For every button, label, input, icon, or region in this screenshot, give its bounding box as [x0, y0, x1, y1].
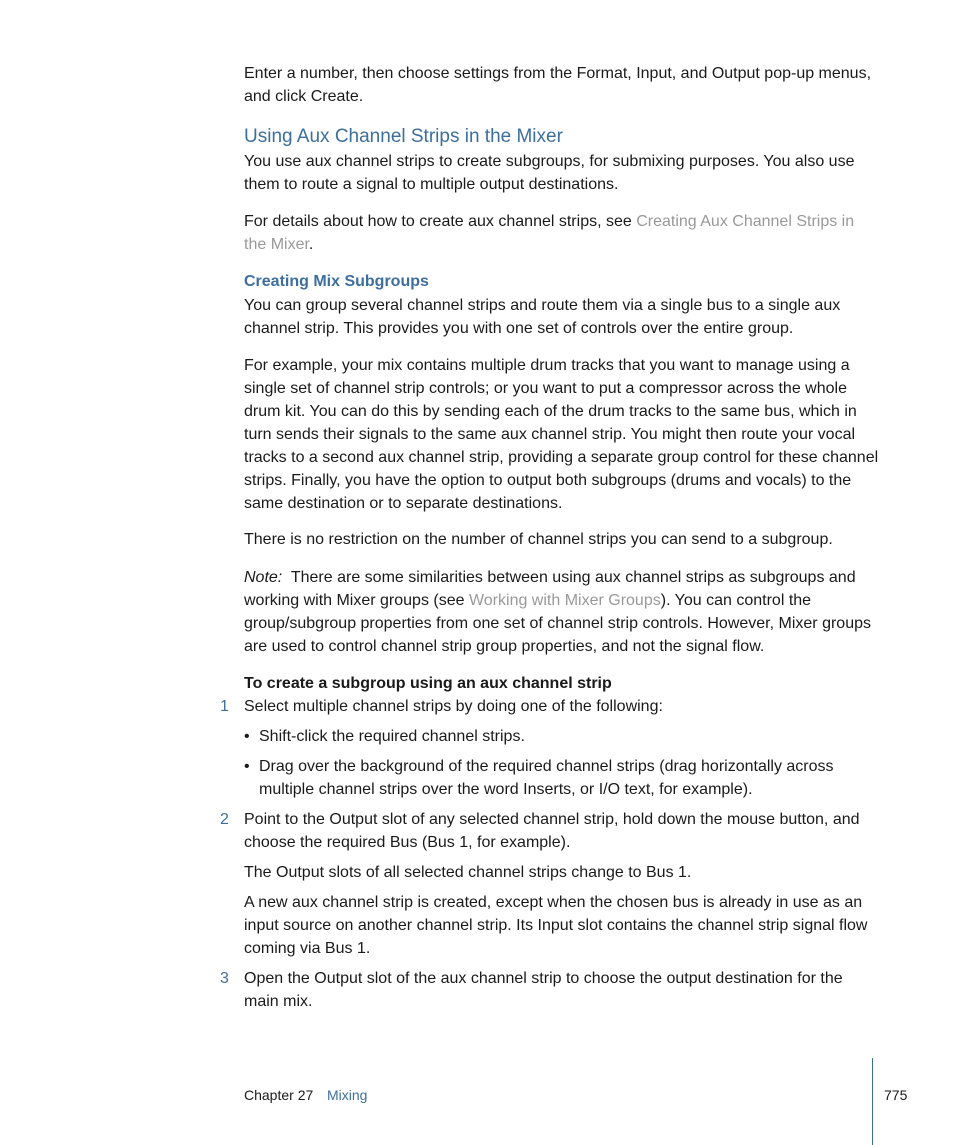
- bullet-marker: •: [244, 758, 250, 775]
- footer-divider: [872, 1058, 873, 1145]
- note-label: Note:: [244, 569, 283, 586]
- section-heading: Using Aux Channel Strips in the Mixer: [244, 126, 563, 147]
- page-number: 775: [884, 1087, 908, 1103]
- step-3-text: Open the Output slot of the aux channel strip to choose the output destination for the main mix.: [244, 970, 843, 1010]
- step-2-result-2: A new aux channel strip is created, except when the chosen bus is already in use as an input source on another channel strip. Its Input slot contains the channel strip signal flow coming via Bus 1.: [244, 894, 868, 957]
- subsection-paragraph-3: There is no restriction on the number of channel strips you can send to a subgroup.: [244, 531, 833, 548]
- note-text-end: ). You can control the group/subgroup properties from one set of channel strip controls. However, Mixer groups are used to control channel strip group properties, and not the signal flow.: [244, 592, 871, 655]
- step-1-bullet-1: Shift-click the required channel strips.: [259, 728, 525, 745]
- subsection-paragraph-2: For example, your mix contains multiple drum tracks that you want to manage using a single set of channel strip controls; or you want to put a compressor across the whole drum kit. You can do this by sending each of the drum tracks to the same bus, which in turn sends their signals to the same aux channel strip. You might then route your vocal tracks to a second aux channel strip, providing a separate group control for these channel strips. Finally, you have the option to output both subgroups (drums and vocals) to the same destination or to separate destinations.: [244, 357, 879, 512]
- task-title: To create a subgroup using an aux channel strip: [244, 675, 612, 692]
- working-with-mixer-groups-link[interactable]: Working with Mixer Groups: [468, 592, 661, 609]
- section-paragraph-1: You use aux channel strips to create subgroups, for submixing purposes. You also use them to route a signal to multiple output destinations.: [244, 153, 855, 193]
- section-paragraph-2-text: For details about how to create aux channel strips, see: [244, 213, 637, 230]
- step-number-1: 1: [220, 698, 229, 715]
- section-paragraph-2-end: .: [308, 236, 314, 253]
- footer-section: Mixing: [327, 1087, 368, 1103]
- section-paragraph-2: [244, 210, 880, 256]
- step-2-result-1: The Output slots of all selected channel strips change to Bus 1.: [244, 864, 692, 881]
- creating-aux-channel-strips-link[interactable]: Creating Aux Channel Strips in the Mixer: [244, 213, 855, 253]
- subsection-heading: Creating Mix Subgroups: [244, 273, 429, 290]
- step-number-3: 3: [220, 970, 229, 987]
- step-1-text: Select multiple channel strips by doing one of the following:: [244, 698, 663, 715]
- intro-paragraph: Enter a number, then choose settings from the Format, Input, and Output pop-up menus, and click Create.: [244, 65, 872, 105]
- step-1-bullet-2: Drag over the background of the required channel strips (drag horizontally across multiple channel strips over the word Inserts, or I/O text, for example).: [259, 758, 834, 798]
- subsection-paragraph-1: You can group several channel strips and route them via a single bus to a single aux channel strip. This provides you with one set of controls over the entire group.: [244, 297, 841, 337]
- step-2-text: Point to the Output slot of any selected channel strip, hold down the mouse button, and choose the required Bus (Bus 1, for example).: [244, 811, 860, 851]
- footer-chapter: Chapter 27: [244, 1087, 314, 1103]
- bullet-marker: •: [244, 728, 250, 745]
- note-text: There are some similarities between using aux channel strips as subgroups and working with Mixer groups (see: [244, 569, 861, 609]
- note-paragraph: [244, 566, 880, 658]
- step-number-2: 2: [220, 811, 229, 828]
